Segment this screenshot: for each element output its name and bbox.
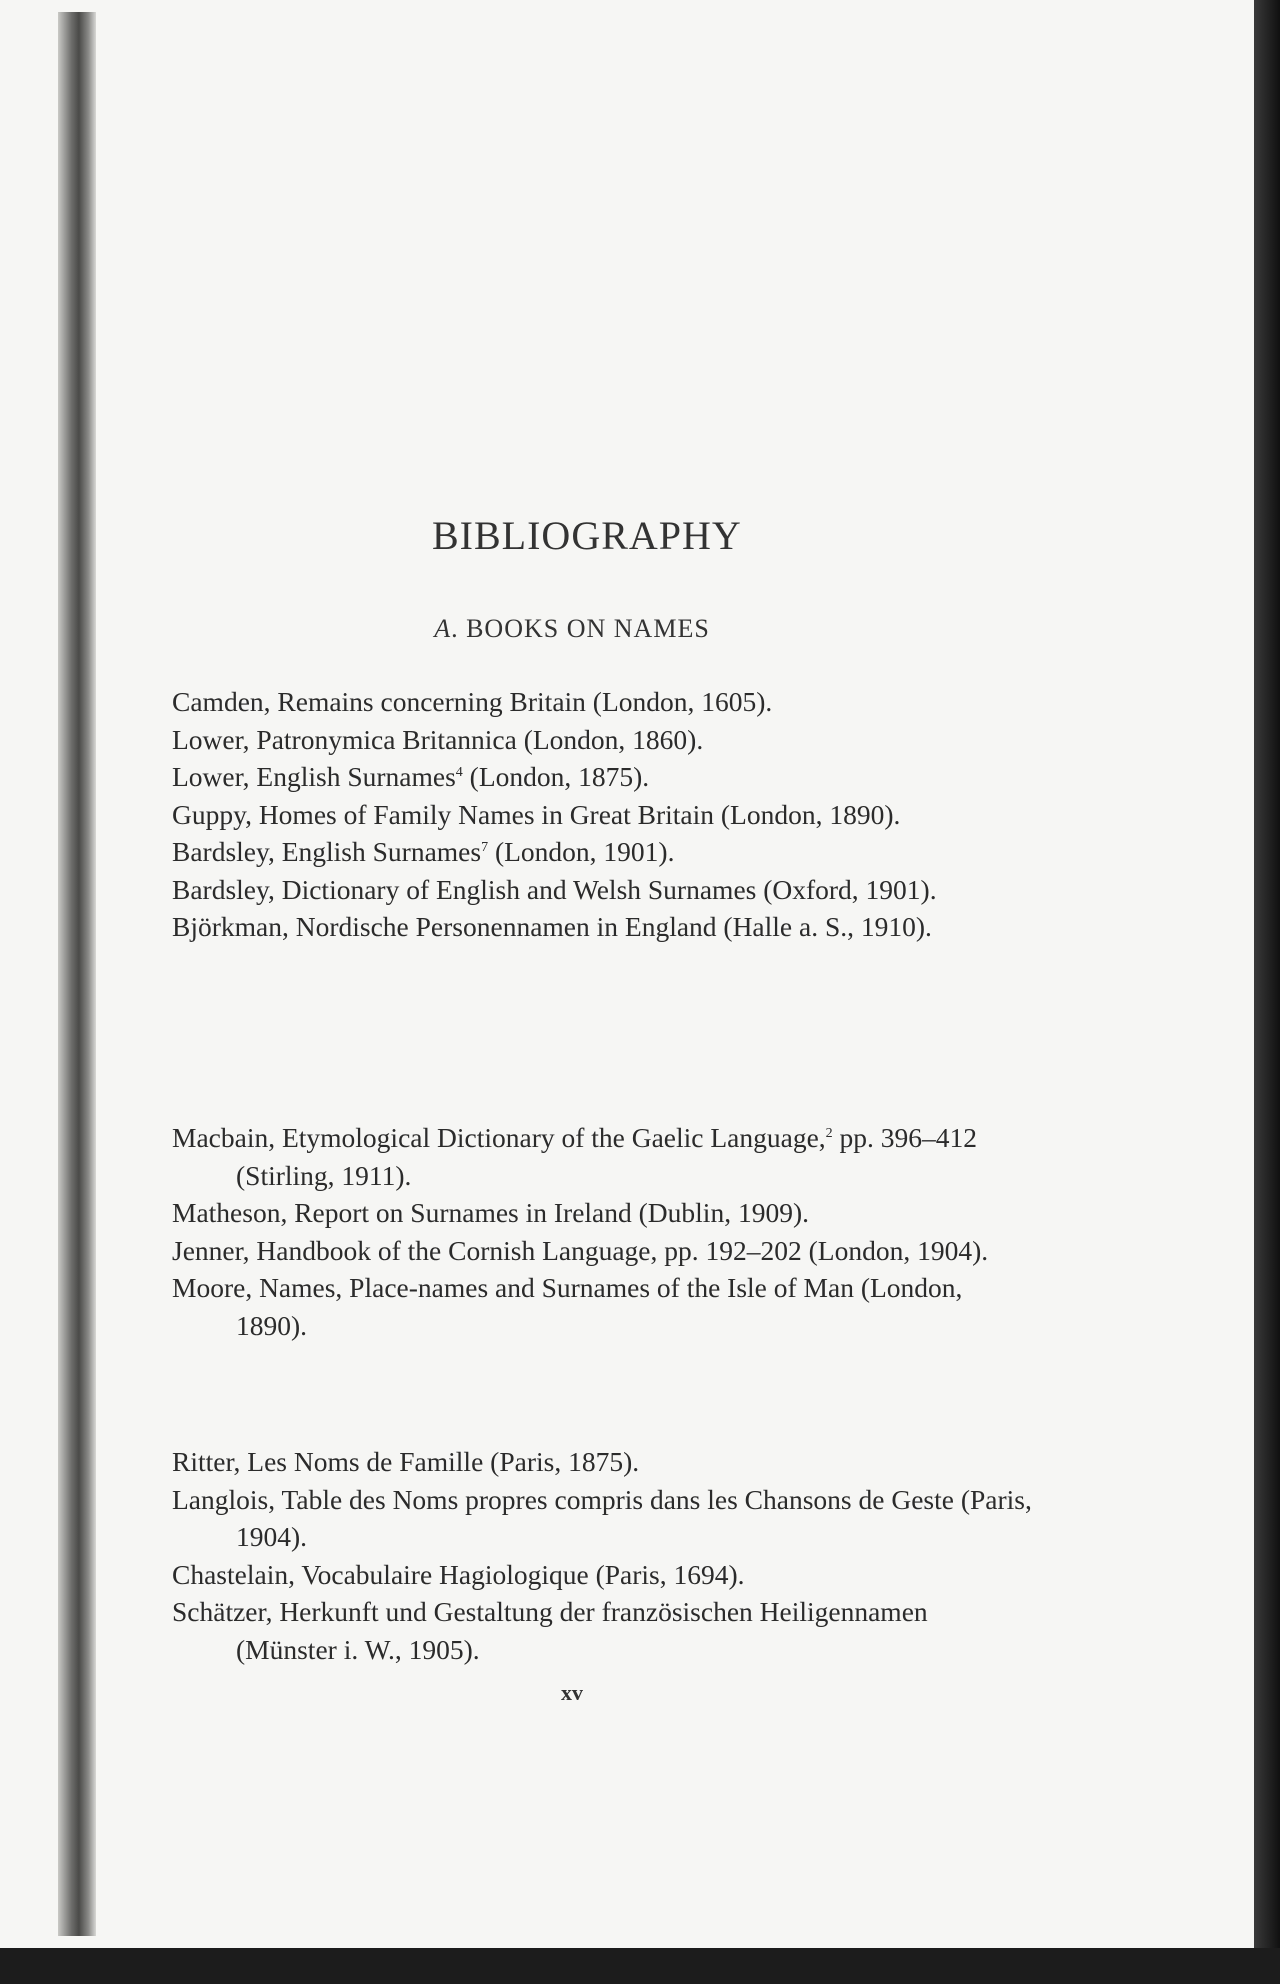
entry-group-english — [172, 683, 1032, 946]
binding-shadow — [58, 12, 96, 1936]
bibliography-entry: Lower, Patronymica Britannica (London, 1860). — [172, 723, 704, 755]
bibliography-entry: Jenner, Handbook of the Cornish Language, pp. 192–202 (London, 1904). — [172, 1234, 989, 1266]
bibliography-entry: Bardsley, English Surnames$^7$ (London, 1901). — [172, 836, 675, 867]
bibliography-entry: Moore, Names, Place-names and Surnames of the Isle of Man (London, 1890). — [172, 1272, 963, 1341]
bibliography-entry: Lower, English Surnames$^4$ (London, 1875). — [172, 761, 650, 792]
entry-group-celtic — [172, 1119, 1032, 1344]
edition-superscript: 4 — [455, 764, 463, 780]
page-edge-bottom — [0, 1948, 1280, 1984]
page-number: xv — [561, 1680, 583, 1705]
section-letter: A — [434, 614, 452, 643]
edition-superscript: 7 — [481, 839, 489, 855]
section-heading — [372, 614, 772, 644]
section-heading-text: . BOOKS ON NAMES — [451, 614, 710, 643]
bibliography-entry: Bardsley, Dictionary of English and Welsh Surnames (Oxford, 1901). — [172, 873, 937, 905]
bibliography-entry: Camden, Remains concerning Britain (London, 1605). — [172, 686, 773, 717]
bibliography-entry: Macbain, Etymological Dictionary of the Gaelic Language,$^2$ pp. 396–412 (Stirling, 1911). — [172, 1122, 978, 1191]
bibliography-entry: Guppy, Homes of Family Names in Great Britain (London, 1890). — [172, 798, 901, 830]
bibliography-entry: Langlois, Table des Noms propres compris dans les Chansons de Geste (Paris, 1904). — [172, 1483, 1032, 1552]
page-edge-right — [1254, 0, 1280, 1984]
page-title: BIBLIOGRAPHY — [432, 513, 742, 558]
entry-group-french — [172, 1443, 1032, 1668]
edition-superscript: 2 — [825, 1125, 833, 1141]
bibliography-entry: Schätzer, Herkunft und Gestaltung der französischen Heiligennamen (Münster i. W., 1905). — [172, 1596, 928, 1665]
bibliography-entry: Björkman, Nordische Personennamen in England (Halle a. S., 1910). — [172, 911, 932, 942]
bibliography-entry: Ritter, Les Noms de Famille (Paris, 1875). — [172, 1446, 640, 1477]
bibliography-entry: Chastelain, Vocabulaire Hagiologique (Paris, 1694). — [172, 1558, 745, 1590]
bibliography-entry: Matheson, Report on Surnames in Ireland (Dublin, 1909). — [172, 1197, 809, 1228]
